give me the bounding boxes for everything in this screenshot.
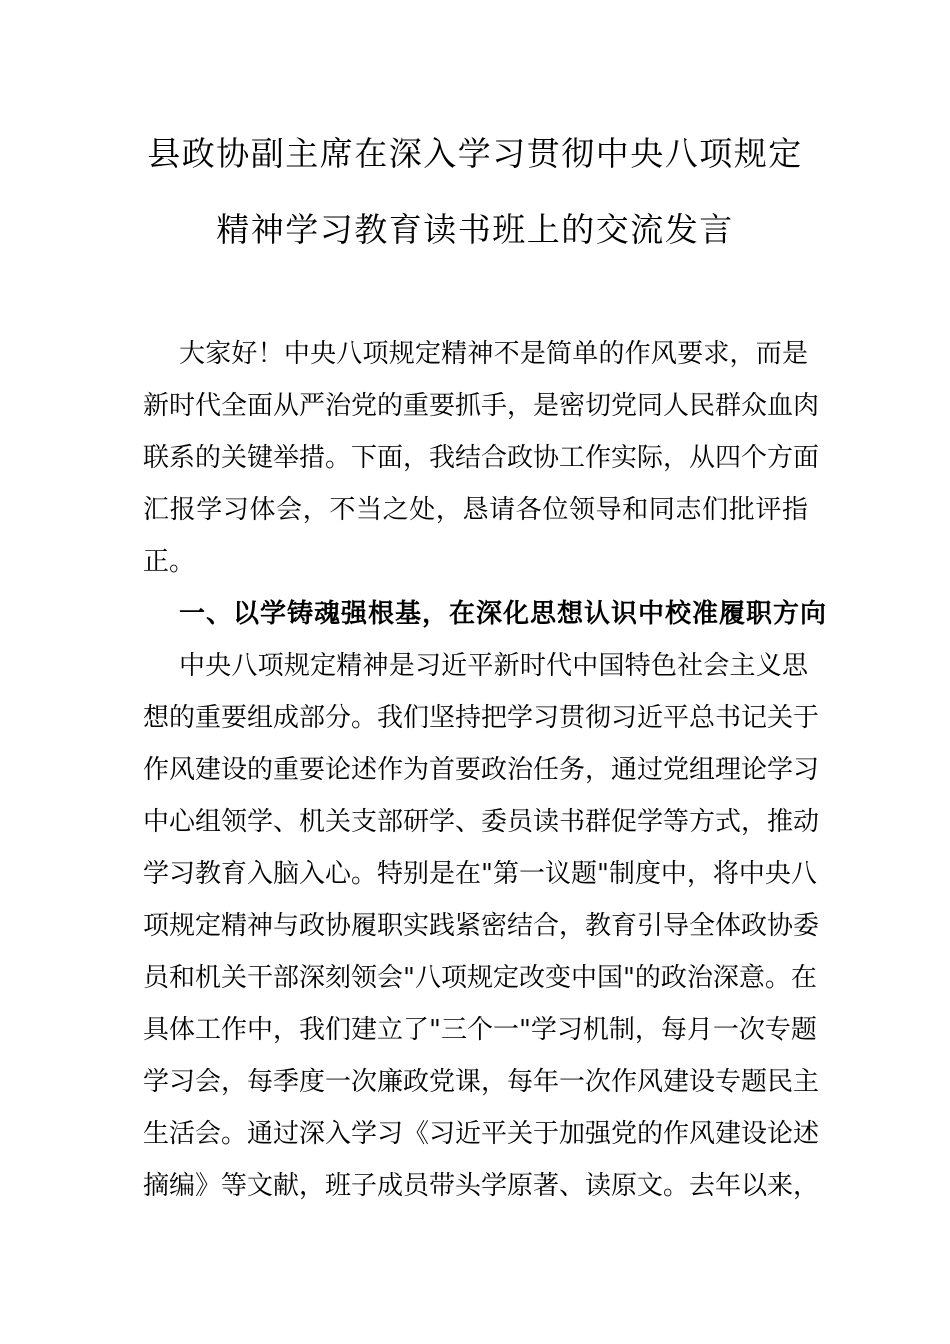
paragraph-1-line: 正。 [143,547,196,577]
document-title-line-1: 县政协副主席在深入学习贯彻中央八项规定 [147,134,803,173]
paragraph-2-line: 摘编》等文献，班子成员带头学原著、读原文。去年以来， [143,1171,820,1201]
paragraph-1-line: 大家好！中央八项规定精神不是简单的作风要求，而是 [179,339,808,369]
section-heading-1: 一、以学铸魂强根基，在深化思想认识中校准履职方向 [179,599,828,629]
paragraph-2-line: 中央八项规定精神是习近平新时代中国特色社会主义思 [179,651,808,681]
document-title-line-2: 精神学习教育读书班上的交流发言 [216,210,734,249]
paragraph-2-line: 生活会。通过深入学习《习近平关于加强党的作风建设论述 [143,1119,820,1149]
paragraph-1-line: 新时代全面从严治党的重要抓手，是密切党同人民群众血肉 [143,391,820,421]
paragraph-2-line: 中心组领学、机关支部研学、委员读书群促学等方式，推动 [143,807,820,837]
paragraph-2-line: 作风建设的重要论述作为首要政治任务，通过党组理论学习 [143,755,820,785]
paragraph-1-line: 汇报学习体会，不当之处，恳请各位领导和同志们批评指 [143,495,808,525]
paragraph-2-line: 学习教育入脑入心。特别是在"第一议题"制度中，将中央八 [143,859,817,889]
paragraph-2-line: 学习会，每季度一次廉政党课，每年一次作风建设专题民主 [143,1067,820,1097]
paragraph-2-line: 想的重要组成部分。我们坚持把学习贯彻习近平总书记关于 [143,703,820,733]
paragraph-2-line: 具体工作中，我们建立了"三个一"学习机制，每月一次专题 [143,1015,817,1045]
paragraph-1-line: 联系的关键举措。下面，我结合政协工作实际，从四个方面 [143,443,820,473]
paragraph-2-line: 项规定精神与政协履职实践紧密结合，教育引导全体政协委 [143,911,820,941]
document-body [143,328,828,1212]
paragraph-2-line: 员和机关干部深刻领会"八项规定改变中国"的政治深意。在 [143,963,817,993]
